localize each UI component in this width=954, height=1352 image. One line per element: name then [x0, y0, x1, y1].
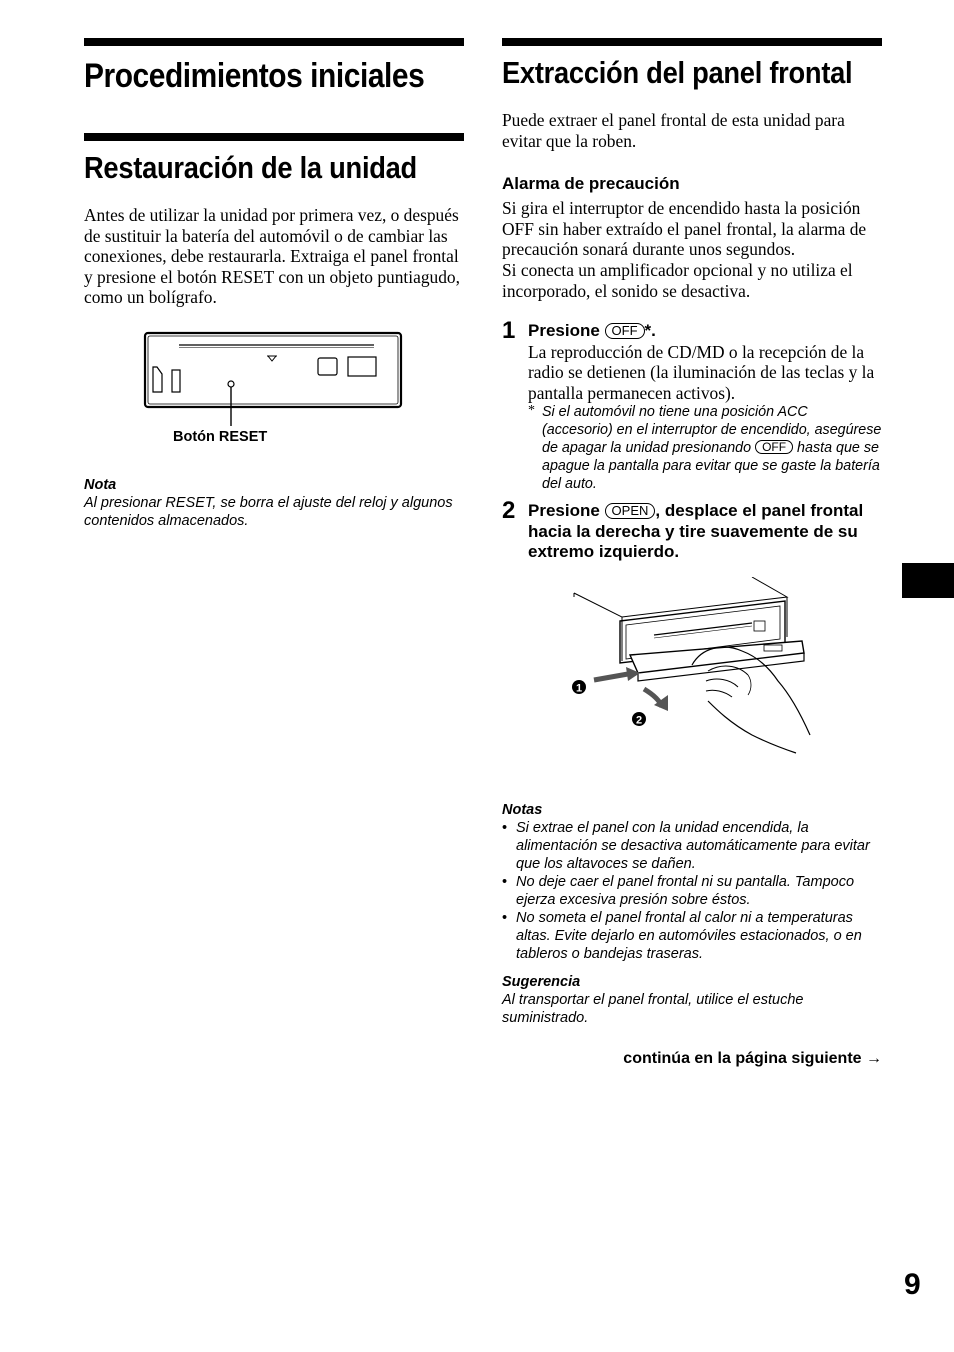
- step-1-verb: Presione: [528, 321, 600, 341]
- chapter-title: Procedimientos iniciales: [84, 57, 425, 95]
- note-item: • No deje caer el panel frontal ni su pantalla. Tampoco ejerza excesiva presión sobre éstos.: [502, 873, 882, 909]
- footnote-text-b: hasta que se apague la pantalla para evitar que se gaste la batería del auto.: [542, 440, 880, 493]
- head-unit-faceplate-illustration: [84, 322, 464, 426]
- tip-title: Sugerencia: [502, 973, 581, 990]
- panel-removal-figure: [502, 577, 882, 761]
- page-number: 9: [904, 1268, 921, 1301]
- title-rule: [84, 38, 464, 46]
- left-column: [84, 38, 464, 530]
- step-2: [502, 497, 882, 563]
- faceplate-removal-illustration: [502, 577, 882, 761]
- step-2-verb: Presione: [528, 501, 600, 521]
- callout-2-label: 2: [635, 714, 643, 727]
- reset-button-label: Botón RESET: [173, 428, 268, 445]
- step-1: [502, 317, 882, 493]
- step-1-heading: [528, 321, 882, 342]
- alarm-paragraph-2: Si conecta un amplificador opcional y no utiliza el incorporado, el sonido se desactiva.: [502, 259, 853, 301]
- open-key: OPEN: [605, 503, 656, 519]
- step-1-body: La reproducción de CD/MD o la recepción de la radio se detienen (la iluminación de las teclas y la pantalla permanecen activos).: [528, 341, 875, 403]
- right-column: [502, 38, 882, 1069]
- footnote-asterisk: *: [528, 403, 535, 419]
- notes-list: [502, 819, 882, 963]
- tip-text: Al transportar el panel frontal, utilice el estuche suministrado.: [502, 991, 804, 1026]
- section-rule: [84, 133, 464, 141]
- note-item: • Si extrae el panel con la unidad encendida, la alimentación se desactiva automáticamente para evitar que los altavoces se dañen.: [502, 819, 882, 873]
- section-tab-marker: [902, 563, 954, 598]
- note-text: Al presionar RESET, se borra el ajuste del reloj y algunos contenidos almacenados.: [84, 494, 453, 529]
- footnote-off-key: OFF: [755, 440, 793, 454]
- continue-next-page: continúa en la página siguiente →: [623, 1049, 882, 1067]
- step-1-footnote: [528, 403, 882, 493]
- panel-intro: Puede extraer el panel frontal de esta unidad para evitar que la roben.: [502, 110, 845, 151]
- footnote-text-a: Si el automóvil no tiene una posición ACC (accesorio) en el interruptor de encendido, asegúrese de apagar la unidad presionando: [542, 404, 882, 457]
- notes-block: [502, 801, 882, 963]
- step-1-number: 1: [502, 317, 516, 345]
- footnote-text: [542, 403, 882, 493]
- step-2-number: 2: [502, 497, 516, 525]
- reset-figure: [84, 322, 464, 445]
- notes-title: Notas: [502, 801, 543, 818]
- section-title-reset: Restauración de la unidad: [84, 150, 417, 185]
- section-title-panel: Extracción del panel frontal: [502, 55, 853, 90]
- alarm-heading: Alarma de precaución: [502, 174, 680, 194]
- off-key: OFF: [605, 323, 645, 339]
- note-title: Nota: [84, 476, 117, 493]
- reset-intro: Antes de utilizar la unidad por primera vez, o después de sustituir la batería del automóvil o de cambiar las conexiones, debe restaurarla. Extraiga el panel frontal y presione el botón RESET con un objeto puntiagudo, como un bolígrafo.: [84, 205, 460, 308]
- step-2-rest: , desplace el panel frontal hacia la derecha y tire suavemente de su extremo izquierdo.: [528, 501, 864, 562]
- callout-1-label: 1: [575, 682, 583, 695]
- alarm-paragraph-1: Si gira el interruptor de encendido hasta la posición OFF sin haber extraído el panel frontal, la alarma de precaución sonará durante unos segundos.: [502, 198, 867, 260]
- step-1-suffix: *.: [644, 321, 656, 341]
- section-rule-panel: [502, 38, 882, 46]
- tip-block: [502, 973, 882, 1027]
- note-item: • No someta el panel frontal al calor ni a temperaturas altas. Evite dejarlo en automóviles estacionados, o en tableros o bandejas traseras.: [502, 909, 882, 963]
- step-2-heading: [528, 501, 882, 563]
